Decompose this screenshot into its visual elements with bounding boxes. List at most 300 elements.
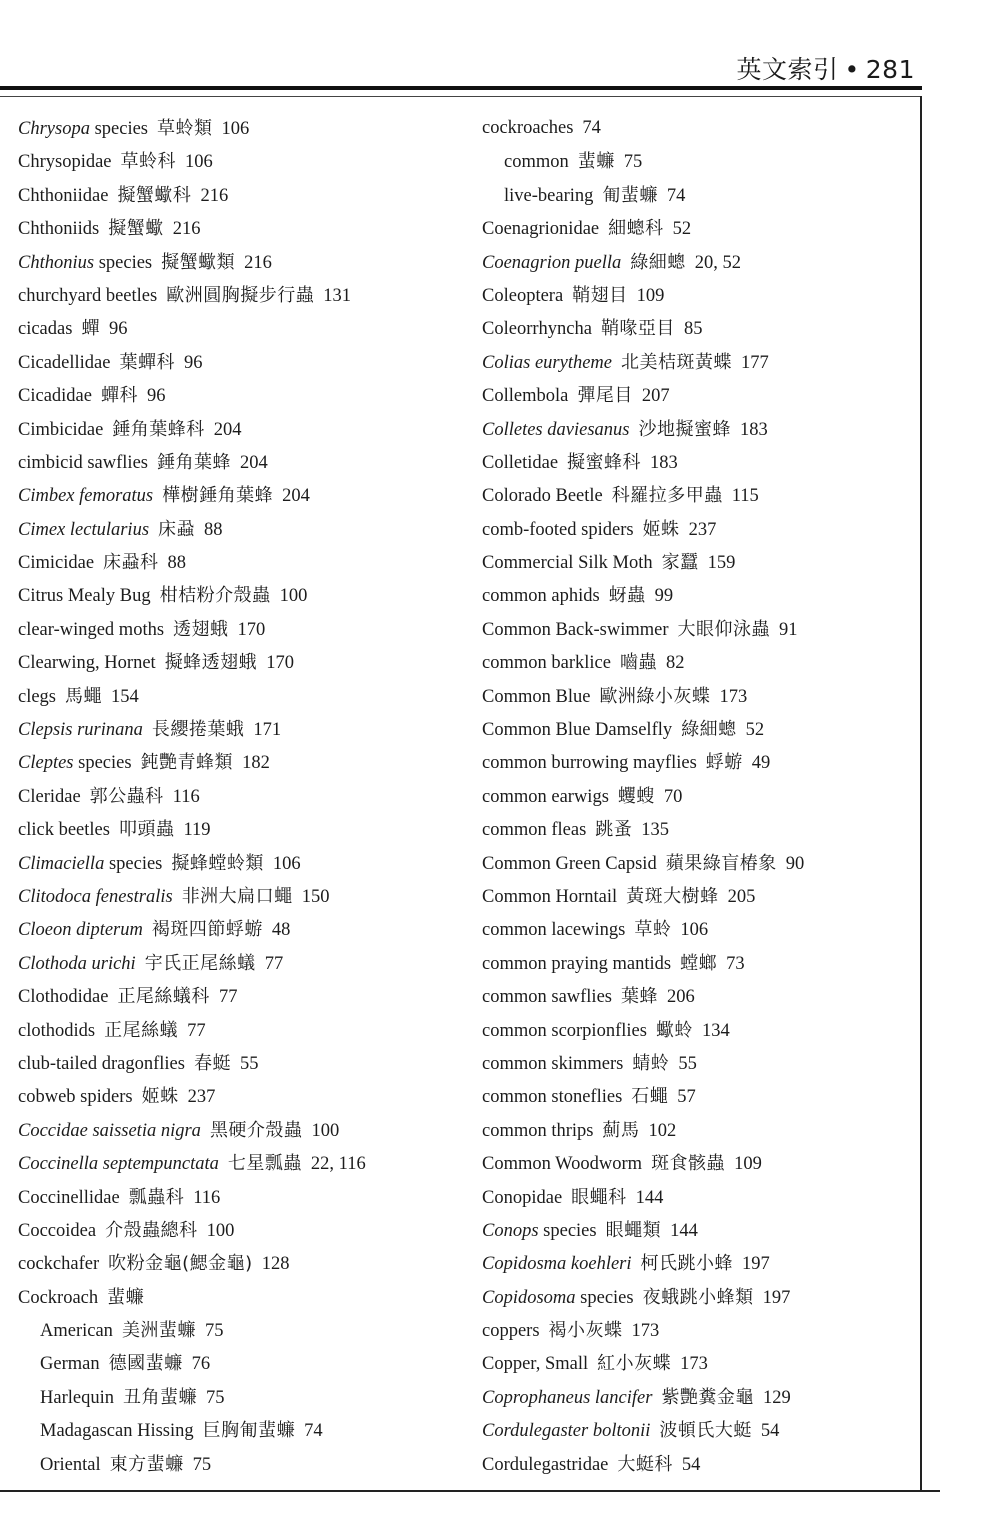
entry-term: Chrysopa: [18, 119, 90, 139]
index-entry: [482, 1214, 912, 1247]
entry-page-ref: 197: [762, 1287, 791, 1308]
index-entry: [18, 980, 468, 1013]
entry-page-ref: 171: [253, 720, 282, 741]
index-entry: [482, 312, 912, 345]
entry-chinese-name: 床蝨科: [103, 552, 159, 574]
entry-term: Oriental: [40, 1454, 101, 1475]
index-entry: [18, 646, 468, 679]
entry-term: Harlequin: [40, 1387, 114, 1408]
index-entry: [18, 179, 468, 212]
index-entry: [18, 1114, 468, 1147]
index-entry: [482, 1314, 912, 1347]
entry-term: Clepsis rurinana: [18, 720, 143, 741]
header-rule-thin: [0, 96, 922, 97]
entry-chinese-name: 柯氏跳小蜂: [640, 1253, 734, 1275]
index-entry: [18, 613, 468, 646]
index-entry: [482, 1114, 912, 1147]
index-entry: [18, 379, 468, 412]
index-entry: [482, 579, 912, 612]
index-entry: [18, 346, 468, 379]
entry-page-ref: 106: [221, 119, 250, 139]
entry-page-ref: 116: [172, 786, 200, 807]
entry-page-ref: 109: [734, 1154, 762, 1175]
entry-term: Coccinellidae: [18, 1187, 120, 1208]
entry-page-ref: 52: [745, 720, 765, 741]
index-subentry: [18, 1314, 468, 1347]
entry-term: coppers: [482, 1321, 540, 1342]
entry-page-ref: 106: [185, 152, 213, 173]
entry-term: Coenagrion puella: [482, 252, 622, 273]
index-entry: [18, 746, 468, 779]
index-entry: [482, 947, 912, 980]
index-entry: [18, 1247, 468, 1280]
index-entry: [18, 713, 468, 746]
entry-term: cockchafer: [18, 1254, 100, 1275]
entry-chinese-name: 波頓氏大蜓: [659, 1420, 752, 1442]
entry-page-ref: 73: [726, 953, 745, 974]
entry-page-ref: 75: [623, 152, 643, 173]
entry-chinese-name: 薊馬: [602, 1119, 640, 1141]
index-entry: [482, 980, 912, 1013]
entry-chinese-name: 科羅拉多甲蟲: [611, 485, 723, 507]
entry-chinese-name: 春蜓: [193, 1052, 231, 1074]
entry-chinese-name: 綠細蟌: [630, 251, 686, 273]
entry-chinese-name: 擬蜂透翅蛾: [164, 652, 258, 674]
entry-term: Coccinella septempunctata: [18, 1154, 219, 1175]
entry-term: Colorado Beetle: [482, 486, 603, 507]
entry-term: Coprophaneus lancifer: [482, 1387, 653, 1408]
entry-chinese-name: 丑角蜚蠊: [122, 1386, 197, 1408]
entry-term: Cordulegastridae: [482, 1454, 609, 1475]
entry-chinese-name: 蜻蛉: [632, 1052, 670, 1074]
index-entry: [482, 246, 912, 279]
index-entry: [482, 346, 912, 379]
entry-term: Cicadellidae: [18, 352, 111, 373]
entry-page-ref: 75: [205, 1387, 225, 1408]
entry-term: Colletes daviesanus: [482, 419, 630, 440]
entry-term: Common Woodworm: [482, 1154, 643, 1175]
entry-chinese-name: 正尾絲蟻科: [117, 986, 210, 1008]
index-entry: [18, 145, 468, 178]
entry-chinese-name: 草蛉: [634, 919, 672, 941]
entry-chinese-name: 蟬科: [100, 385, 138, 407]
entry-term: Cimicidae: [18, 553, 95, 574]
entry-page-ref: 99: [654, 586, 674, 607]
page-number: 281: [865, 55, 915, 84]
entry-page-ref: 182: [242, 753, 270, 774]
entry-term: Conops: [482, 1220, 539, 1241]
entry-page-ref: 116: [193, 1187, 221, 1208]
entry-page-ref: 129: [762, 1387, 791, 1408]
entry-chinese-name: 介殼蟲總科: [105, 1219, 198, 1241]
entry-chinese-name: 大眼仰泳蟲: [677, 618, 771, 640]
entry-chinese-name: 黑硬介殼蟲: [209, 1119, 303, 1141]
entry-chinese-name: 夜蛾跳小蜂類: [642, 1286, 754, 1308]
entry-chinese-name: 柑桔粉介殼蟲: [159, 585, 271, 607]
entry-chinese-name: 匍蜚蠊: [602, 184, 658, 206]
index-entry: [18, 1047, 468, 1080]
entry-page-ref: 55: [239, 1053, 259, 1074]
index-subentry: [482, 145, 912, 178]
entry-chinese-name: 非洲大扁口蠅: [181, 885, 293, 907]
index-entry: [482, 546, 912, 579]
entry-page-ref: 77: [264, 953, 284, 974]
entry-page-ref: 197: [742, 1254, 770, 1275]
entry-page-ref: 204: [213, 419, 242, 440]
entry-page-ref: 183: [650, 452, 678, 473]
entry-page-ref: 144: [670, 1220, 698, 1241]
entry-page-ref: 88: [204, 519, 223, 540]
entry-term: Common Blue Damselfly: [482, 720, 673, 741]
entry-chinese-name: 透翅蛾: [173, 618, 229, 640]
entry-page-ref: 74: [666, 185, 686, 206]
index-entry: [482, 713, 912, 746]
index-entry: [482, 1281, 912, 1314]
entry-chinese-name: 草蛉類: [157, 118, 213, 139]
entry-page-ref: 170: [266, 653, 294, 674]
index-entry: [482, 1414, 912, 1447]
entry-term: Cicadidae: [18, 386, 92, 407]
entry-chinese-name: 長纓捲葉蛾: [151, 719, 245, 741]
entry-page-ref: 100: [311, 1120, 340, 1141]
entry-term: common fleas: [482, 820, 587, 841]
entry-term: Clitodoca fenestralis: [18, 886, 173, 907]
entry-term: Coenagrionidae: [482, 219, 600, 240]
entry-chinese-name: 錘角葉蜂科: [112, 418, 205, 440]
entry-page-ref: 91: [779, 619, 798, 640]
entry-page-ref: 119: [183, 820, 211, 841]
entry-term: common praying mantids: [482, 953, 672, 974]
entry-term: Clearwing, Hornet: [18, 653, 156, 674]
entry-term: Coleoptera: [482, 285, 564, 306]
entry-term: clear-winged moths: [18, 619, 165, 640]
entry-chinese-name: 螳螂: [680, 952, 718, 974]
entry-chinese-name: 擬蜜蜂科: [567, 451, 642, 473]
index-entry: [18, 112, 468, 145]
index-entry: [482, 279, 912, 312]
entry-term: Cockroach: [18, 1287, 99, 1308]
entry-term: Cordulegaster boltonii: [482, 1421, 651, 1442]
index-entry: [18, 246, 468, 279]
entry-chinese-name: 馬蠅: [65, 685, 103, 707]
entry-term: Conopidae: [482, 1187, 563, 1208]
entry-chinese-name: 錘角葉蜂: [156, 451, 231, 473]
index-entry: [18, 913, 468, 946]
entry-term: clegs: [18, 686, 57, 707]
entry-chinese-name: 蚜蟲: [608, 585, 646, 607]
entry-page-ref: 48: [271, 920, 291, 941]
entry-term: common scorpionflies: [482, 1020, 647, 1041]
entry-term: Cimex lectularius: [18, 519, 150, 540]
entry-term: Colias eurytheme: [482, 352, 612, 373]
index-entry: [482, 1247, 912, 1280]
index-entry: [18, 212, 468, 245]
index-subentry: [482, 179, 912, 212]
entry-page-ref: 173: [680, 1354, 708, 1375]
entry-term: German: [40, 1354, 100, 1375]
entry-page-ref: 109: [636, 285, 665, 306]
entry-page-ref: 82: [665, 653, 685, 674]
entry-term: Chrysopidae: [18, 152, 112, 173]
running-head: [737, 50, 915, 86]
entry-chinese-name: 大蜓科: [617, 1453, 673, 1475]
entry-term: Cleridae: [18, 786, 81, 807]
entry-term: common earwigs: [482, 786, 609, 807]
entry-term: Madagascan Hissing: [40, 1421, 194, 1442]
entry-page-ref: 100: [279, 586, 308, 607]
entry-page-ref: 74: [582, 118, 601, 138]
index-entry: [482, 1080, 912, 1113]
index-subentry: [18, 1414, 468, 1447]
entry-page-ref: 77: [187, 1020, 206, 1041]
entry-chinese-name: 石蠅: [631, 1086, 669, 1108]
entry-term: Cimbex femoratus: [18, 486, 154, 507]
entry-chinese-name: 葉蟬科: [119, 351, 175, 373]
entry-page-ref: 150: [301, 886, 330, 907]
index-entry: [18, 513, 468, 546]
index-entry: [18, 479, 468, 512]
entry-chinese-name: 宇氏正尾絲蟻: [144, 952, 256, 974]
entry-chinese-name: 鈍艷青蜂類: [140, 752, 234, 774]
entry-term-suffix: species: [73, 753, 132, 774]
entry-chinese-name: 擬蟹蠍: [108, 218, 164, 240]
index-entry: [482, 513, 912, 546]
entry-page-ref: 177: [741, 352, 769, 373]
index-entry: [482, 112, 912, 145]
index-entry: [18, 680, 468, 713]
index-entry: [18, 847, 468, 880]
entry-term: common skimmers: [482, 1053, 624, 1074]
entry-chinese-name: 蜚蠊: [107, 1286, 145, 1308]
entry-term: club-tailed dragonflies: [18, 1053, 185, 1074]
entry-chinese-name: 七星瓢蟲: [227, 1153, 302, 1175]
entry-page-ref: 170: [237, 619, 266, 640]
entry-page-ref: 102: [648, 1120, 677, 1141]
index-entry: [482, 379, 912, 412]
entry-term: Collembola: [482, 386, 569, 407]
index-subentry: [18, 1347, 468, 1380]
entry-term: Copidosma koehleri: [482, 1254, 632, 1275]
entry-term: Coccoidea: [18, 1220, 97, 1241]
entry-page-ref: 77: [218, 987, 238, 1008]
index-entry: [482, 1448, 912, 1481]
entry-term: Coccidae saissetia nigra: [18, 1120, 201, 1141]
index-entry: [18, 1214, 468, 1247]
index-entry: [18, 780, 468, 813]
entry-chinese-name: 樺樹錘角葉蜂: [162, 485, 274, 507]
entry-chinese-name: 紅小灰蝶: [597, 1353, 672, 1375]
entry-term: Cloeon dipterum: [18, 920, 143, 941]
index-entry: [18, 312, 468, 345]
entry-chinese-name: 美洲蜚蠊: [121, 1320, 196, 1342]
index-entry: [482, 1147, 912, 1180]
entry-page-ref: 134: [701, 1020, 730, 1041]
entry-term: Common Back-swimmer: [482, 619, 669, 640]
entry-page-ref: 20, 52: [694, 252, 742, 273]
entry-page-ref: 70: [663, 786, 683, 807]
entry-chinese-name: 姬蛛: [141, 1086, 179, 1108]
entry-page-ref: 237: [187, 1087, 216, 1108]
entry-chinese-name: 東方蜚蠊: [109, 1453, 184, 1475]
entry-page-ref: 216: [172, 219, 201, 240]
entry-page-ref: 90: [785, 853, 805, 874]
index-entry: [482, 746, 912, 779]
entry-page-ref: 54: [681, 1454, 701, 1475]
index-entry: [18, 880, 468, 913]
entry-term: common lacewings: [482, 920, 626, 941]
index-entry: [18, 579, 468, 612]
entry-chinese-name: 褐小灰蝶: [548, 1320, 623, 1342]
entry-term: Citrus Mealy Bug: [18, 586, 151, 607]
entry-page-ref: 74: [304, 1421, 323, 1442]
entry-term: Chthoniidae: [18, 185, 109, 206]
entry-page-ref: 131: [323, 285, 351, 306]
entry-chinese-name: 斑食骸蟲: [651, 1153, 726, 1175]
index-entry: [482, 1014, 912, 1047]
entry-term: common burrowing mayflies: [482, 753, 697, 774]
entry-page-ref: 96: [108, 319, 128, 340]
entry-term: common: [504, 152, 569, 173]
entry-chinese-name: 歐洲綠小灰蝶: [599, 685, 711, 707]
entry-term: American: [40, 1321, 113, 1342]
entry-term: common sawflies: [482, 987, 612, 1008]
index-column-left: [18, 112, 468, 1481]
entry-page-ref: 173: [631, 1321, 660, 1342]
index-entry: [18, 813, 468, 846]
index-entry: [18, 1181, 468, 1214]
entry-chinese-name: 嚙蟲: [619, 652, 657, 674]
entry-term: Common Green Capsid: [482, 853, 657, 874]
index-subentry: [18, 1381, 468, 1414]
entry-term-suffix: species: [538, 1220, 597, 1241]
entry-term: Copper, Small: [482, 1354, 589, 1375]
index-subentry: [18, 1448, 468, 1481]
entry-chinese-name: 北美桔斑黃蝶: [621, 351, 732, 373]
entry-page-ref: 173: [719, 686, 748, 707]
index-entry: [482, 212, 912, 245]
entry-chinese-name: 跳蚤: [595, 819, 633, 841]
entry-term: cobweb spiders: [18, 1087, 133, 1108]
entry-page-ref: 204: [239, 452, 268, 473]
entry-chinese-name: 瓢蟲科: [128, 1186, 185, 1208]
entry-chinese-name: 綠細蟌: [681, 719, 737, 741]
entry-page-ref: 76: [191, 1354, 211, 1375]
entry-term: cockroaches: [482, 118, 574, 138]
index-entry: [482, 913, 912, 946]
entry-chinese-name: 紫艷糞金龜: [661, 1386, 754, 1408]
entry-term-suffix: species: [89, 119, 149, 139]
index-entry: [482, 847, 912, 880]
entry-term: common barklice: [482, 653, 611, 674]
entry-chinese-name: 擬蟹蠍類: [161, 251, 236, 273]
entry-page-ref: 115: [731, 486, 759, 507]
entry-term: Cimbicidae: [18, 419, 104, 440]
index-entry: [482, 646, 912, 679]
entry-page-ref: 159: [707, 553, 736, 574]
entry-term: common aphids: [482, 586, 600, 607]
entry-chinese-name: 姬蛛: [642, 518, 680, 540]
entry-page-ref: 54: [760, 1421, 780, 1442]
entry-term: churchyard beetles: [18, 285, 158, 306]
entry-page-ref: 207: [641, 386, 670, 407]
entry-chinese-name: 德國蜚蠊: [108, 1353, 183, 1375]
index-entry: [482, 613, 912, 646]
entry-term: Clothodidae: [18, 987, 109, 1008]
entry-chinese-name: 葉蜂: [621, 986, 658, 1008]
entry-chinese-name: 草蛉科: [120, 151, 177, 173]
entry-page-ref: 100: [206, 1220, 235, 1241]
entry-term: Commercial Silk Moth: [482, 553, 653, 574]
entry-term: common stoneflies: [482, 1087, 623, 1108]
index-entry: [482, 880, 912, 913]
index-entry: [482, 1347, 912, 1380]
index-column-right: [482, 112, 912, 1481]
right-border-rule: [920, 96, 922, 1491]
index-entry: [18, 1281, 468, 1314]
entry-term: Climaciella: [18, 853, 105, 874]
entry-page-ref: 96: [146, 386, 166, 407]
entry-page-ref: 205: [727, 886, 756, 907]
entry-page-ref: 88: [167, 553, 187, 574]
entry-term-suffix: species: [104, 853, 163, 874]
entry-chinese-name: 眼蠅類: [605, 1219, 662, 1241]
entry-page-ref: 216: [244, 252, 272, 273]
index-entry: [482, 780, 912, 813]
entry-chinese-name: 褐斑四節蜉蝣: [151, 919, 263, 941]
entry-term: Chthonius: [18, 252, 95, 273]
entry-page-ref: 144: [635, 1187, 664, 1208]
footer-rule: [0, 1490, 940, 1492]
entry-term: Cleptes: [18, 753, 74, 774]
entry-page-ref: 55: [678, 1053, 697, 1074]
entry-term: cicadas: [18, 319, 73, 340]
entry-term-suffix: species: [575, 1287, 634, 1308]
index-entry: [18, 1080, 468, 1113]
entry-page-ref: 106: [680, 920, 709, 941]
entry-term: common thrips: [482, 1120, 594, 1141]
entry-chinese-name: 床蝨: [158, 518, 196, 540]
entry-term: Chthoniids: [18, 219, 100, 240]
entry-term: live-bearing: [504, 185, 594, 206]
entry-chinese-name: 擬蟹蠍科: [117, 184, 192, 206]
entry-page-ref: 52: [672, 219, 692, 240]
entry-chinese-name: 蜚蠊: [577, 151, 615, 173]
entry-page-ref: 85: [683, 319, 703, 340]
separator-dot: •: [844, 55, 860, 84]
index-entry: [18, 546, 468, 579]
entry-chinese-name: 沙地擬蜜蜂: [638, 418, 731, 440]
entry-page-ref: 206: [667, 987, 695, 1008]
index-entry: [482, 1047, 912, 1080]
entry-chinese-name: 歐洲圓胸擬步行蟲: [166, 284, 315, 306]
entry-page-ref: 237: [688, 519, 717, 540]
entry-page-ref: 128: [261, 1254, 290, 1275]
entry-page-ref: 106: [272, 853, 301, 874]
index-entry: [482, 413, 912, 446]
entry-page-ref: 96: [183, 352, 203, 373]
index-entry: [18, 279, 468, 312]
entry-chinese-name: 蘋果綠盲椿象: [665, 852, 777, 874]
entry-chinese-name: 鞘翅目: [572, 284, 628, 306]
entry-chinese-name: 家蠶: [661, 552, 699, 574]
entry-chinese-name: 正尾絲蟻: [104, 1019, 179, 1041]
entry-chinese-name: 擬蜂螳蛉類: [171, 852, 264, 874]
index-entry: [482, 680, 912, 713]
index-entry: [18, 446, 468, 479]
entry-term: Common Blue: [482, 686, 591, 707]
entry-chinese-name: 彈尾目: [577, 385, 633, 407]
entry-chinese-name: 巨胸匍蜚蠊: [202, 1420, 296, 1442]
